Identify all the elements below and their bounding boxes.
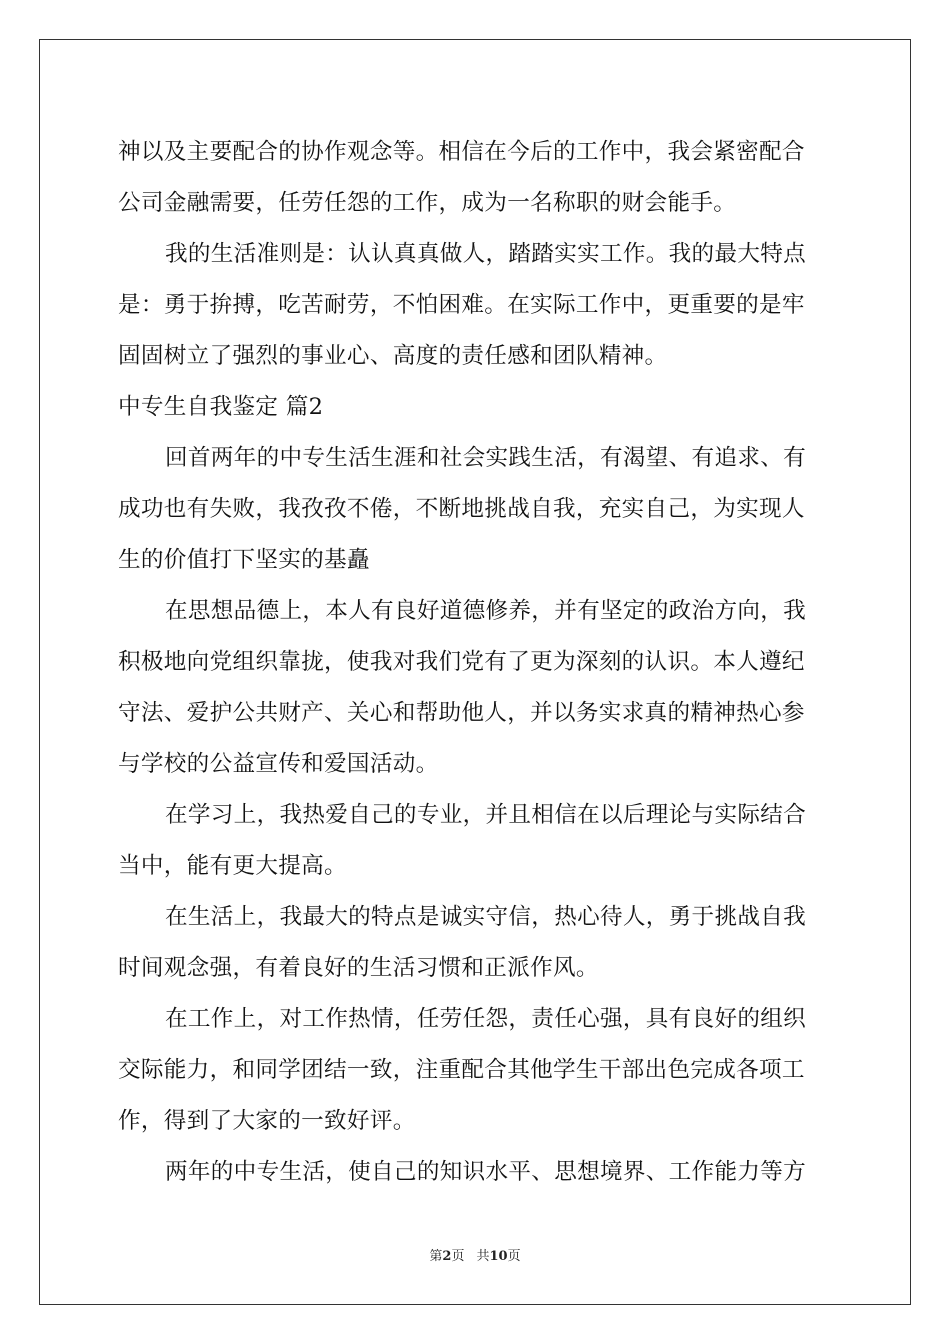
text-line: 公司金融需要，任劳任怨的工作，成为一名称职的财会能手。 <box>118 190 737 216</box>
text-line: 生的价值打下坚实的基矗 <box>118 547 370 573</box>
text-line: 在思想品德上，本人有良好道德修养，并有坚定的政治方向，我 <box>165 598 807 624</box>
text-line: 我的生活准则是：认认真真做人，踏踏实实工作。我的最大特点 <box>165 241 807 267</box>
text-line: 是：勇于拚搏，吃苦耐劳，不怕困难。在实际工作中，更重要的是牢 <box>118 292 805 318</box>
text-line: 神以及主要配合的协作观念等。相信在今后的工作中，我会紧密配合 <box>118 139 805 165</box>
text-line: 在学习上，我热爱自己的专业，并且相信在以后理论与实际结合 <box>165 802 807 828</box>
text-line: 交际能力，和同学团结一致，注重配合其他学生干部出色完成各项工 <box>118 1057 805 1083</box>
text-line: 回首两年的中专生活生涯和社会实践生活，有渴望、有追求、有 <box>165 445 807 471</box>
text-line: 时间观念强，有着良好的生活习惯和正派作风。 <box>118 955 599 981</box>
text-line: 积极地向党组织靠拢，使我对我们党有了更为深刻的认识。本人遵纪 <box>118 649 805 675</box>
text-line: 守法、爱护公共财产、关心和帮助他人，并以务实求真的精神热心参 <box>118 700 805 726</box>
text-line: 作，得到了大家的一致好评。 <box>118 1108 416 1134</box>
text-line: 当中，能有更大提高。 <box>118 853 347 879</box>
text-line: 固固树立了强烈的事业心、高度的责任感和团队精神。 <box>118 343 668 369</box>
page-prefix: 第 <box>429 1249 443 1264</box>
text-line: 成功也有失败，我孜孜不倦，不断地挑战自我，充实自己，为实现人 <box>118 496 805 522</box>
total-suffix: 页 <box>507 1249 521 1264</box>
section-heading: 中专生自我鉴定 篇2 <box>118 394 324 420</box>
document-body <box>118 127 834 1198</box>
page-suffix: 页 <box>451 1249 465 1264</box>
total-prefix: 共 <box>476 1249 490 1264</box>
text-line: 在工作上，对工作热情，任劳任怨，责任心强，具有良好的组织 <box>165 1006 807 1032</box>
total-pages: 10 <box>489 1249 508 1264</box>
text-line: 两年的中专生活，使自己的知识水平、思想境界、工作能力等方 <box>165 1159 807 1185</box>
text-line: 在生活上，我最大的特点是诚实守信，热心待人，勇于挑战自我 <box>165 904 807 930</box>
text-line: 与学校的公益宣传和爱国活动。 <box>118 751 439 777</box>
page-footer <box>0 1245 950 1264</box>
page-number: 2 <box>442 1249 452 1264</box>
